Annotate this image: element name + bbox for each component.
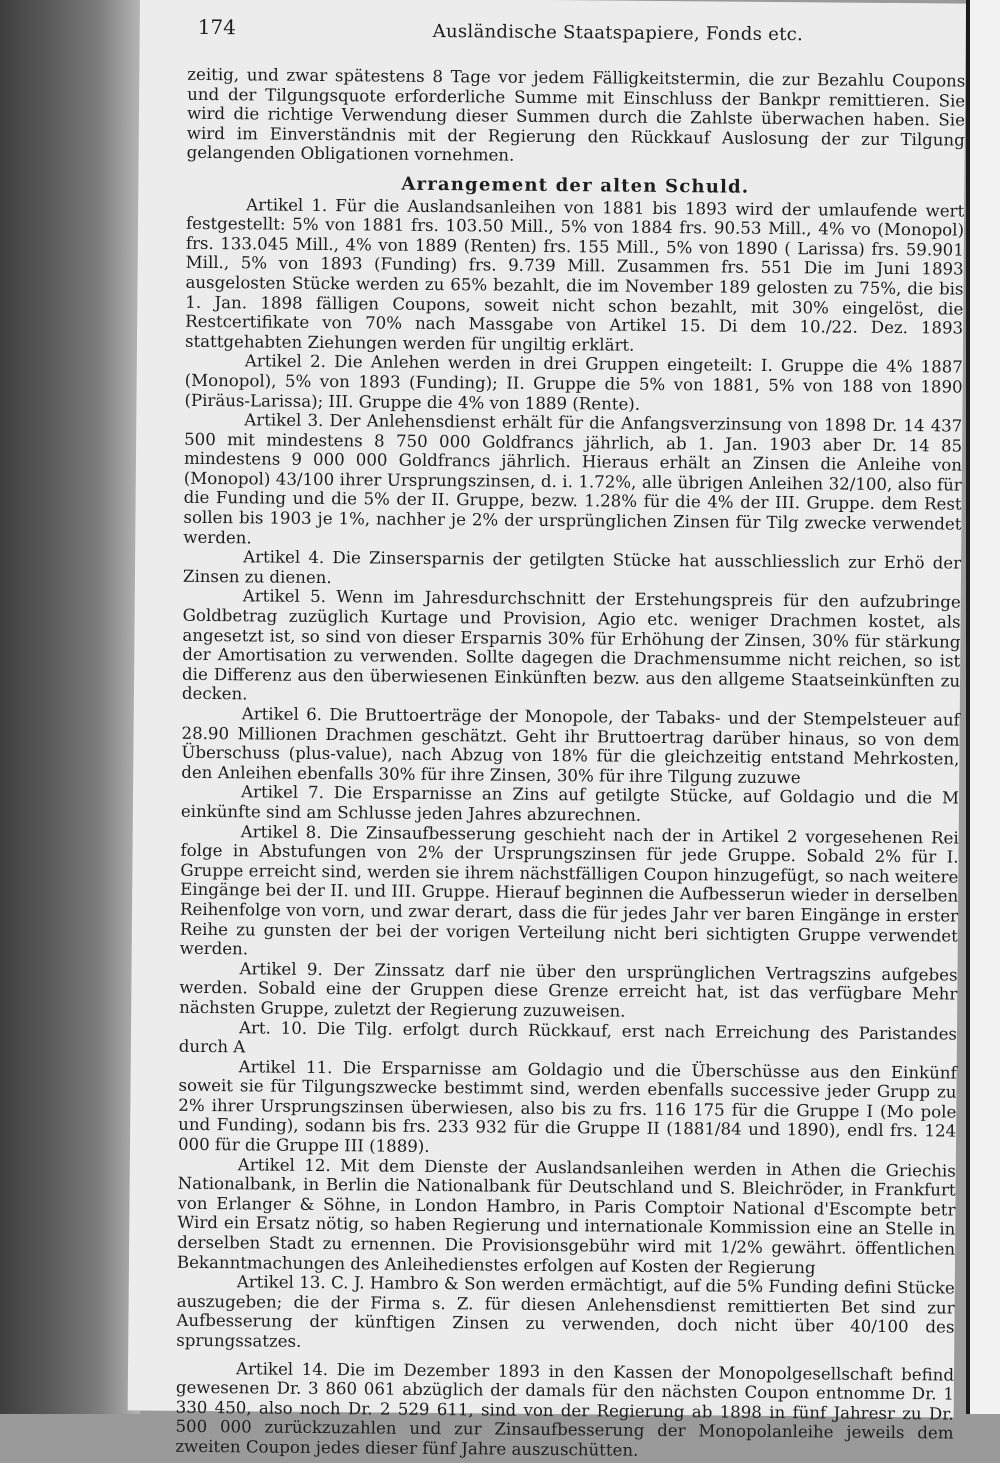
article-1: Artikel 1. Für die Auslandsanleihen von 1881 bis 1893 wird der umlaufende wert festgestellt: 5% von 1881 frs. 103.50 Mill., 5% von 1884 frs. 90.53 Mill., 4% vo (Monopol) frs. 133.045 Mill., 4% von 1889 (Renten) frs. 155 Mill., 5% von 1890 ( Larissa) frs. 59.901 Mill., 5% von 1893 (Funding) frs. 9.739 Mill. Zusammen frs. 551 Die im Juni 1893 ausgelosten Stücke werden zu 65% bezahlt, die im November 189 gelosten zu 75%, die bis 1. Jan. 1898 fälligen Coupons, soweit nicht schon bezahlt, mit 30% eingelöst, die Restcertifikate von 70% nach Massgabe von Artikel 15. Di dem 10./22. Dez. 1893 stattgehabten Ziehungen werden für ungiltig erklärt. xyxy=(184,194,965,355)
page-body xyxy=(175,65,965,1463)
running-head: Ausländische Staatspapiere, Fonds etc. xyxy=(432,20,804,46)
article-13: Artikel 13. C. J. Hambro & Son werden ermächtigt, auf die 5% Funding defini Stücke auszugeben; die der Firma s. Z. für diesen Anlehensdienst remittierten Bet sind zur Aufbesserung der künftigen Zinsen zu verwenden, doch nicht über 40/100 des sprungssatzes. xyxy=(176,1272,955,1351)
article-12: Artikel 12. Mit dem Dienste der Auslandsanleihen werden in Athen die Griechis Nationalbank, in Berlin die Nationalbank für Deutschland und S. Bleichröder, in Frankfurt von Erlanger & Söhne, in London Hambro, in Paris Comptoir National d'Escompte betr Wird ein Ersatz nötig, so haben Regierung und internationale Kommission eine an Stelle in derselben Stadt zu ernennen. Die Provisionsgebühr wird mit 1/2% gewährt. öffentlichen Bekanntmachungen des Anleihedienstes erfolgen auf Kosten der Regierung xyxy=(176,1154,956,1277)
article-8: Artikel 8. Die Zinsaufbesserung geschieht nach der in Artikel 2 vorgesehenen Rei folge in Abstufungen von 2% der Ursprungszinsen für jede Gruppe. Sobald 2% für I. Gruppe erreicht sind, werden sie ihrem nächstfälligen Coupon hinzugefügt, so nach weitere Eingänge bei der II. und III. Gruppe. Hierauf beginnen die Aufbesserun wieder in derselben Reihenfolge von vorn, und zwar derart, dass die für jedes Jahr ver baren Eingänge in erster Reihe zu gunsten der bei der vorigen Verteilung nicht beri sichtigten Gruppe verwendet werden. xyxy=(179,821,959,959)
intro-paragraph: zeitig, und zwar spätestens 8 Tage vor jedem Fälligkeitstermin, die zur Bezahlu Coupons und der Tilgungsquote erforderliche Summe mit Einschluss der Bankpr remittieren. Sie wird die richtige Verwendung dieser Summen durch die Zahlste überwachen haben. Sie wird im Einverständnis mit der Regierung den Rückkauf Auslosung der zur Tilgung gelangenden Obligationen vornehmen. xyxy=(186,64,966,166)
article-2: Artikel 2. Die Anlehen werden in drei Gruppen eingeteilt: I. Gruppe die 4% 1887 (Monopol), 5% von 1893 (Funding); II. Gruppe die 5% von 1881, 5% von 188 von 1890 (Piräus-Larissa); III. Gruppe die 4% von 1889 (Rente). xyxy=(184,351,963,414)
article-6: Artikel 6. Die Bruttoerträge der Monopole, der Tabaks- und der Stempelsteuer auf 28.90 Millionen Drachmen geschätzt. Geht ihr Bruttoertrag darüber hinaus, so von dem Überschuss (plus-value), nach Abzug von 18% für die gleichzeitig entstand Mehrkosten, den Anleihen ebenfalls 30% für ihre Zinsen, 30% für ihre Tilgung zuzuwe xyxy=(181,704,960,787)
section-heading: Arrangement der alten Schuld. xyxy=(401,173,750,198)
book-page xyxy=(128,0,966,1460)
article-10: Art. 10. Die Tilg. erfolgt durch Rückkauf, erst nach Erreichung des Paristandes durch A xyxy=(178,1017,958,1057)
article-7: Artikel 7. Die Ersparnisse an Zins auf getilgte Stücke, auf Goldagio und die M einkünfte sind am Schlusse jeden Jahres abzurechnen. xyxy=(180,782,960,825)
article-11: Artikel 11. Die Ersparnisse am Goldagio und die Überschüsse aus den Einkünf soweit sie für Tilgungszwecke bestimmt sind, werden ebenfalls successive jeder Grupp zu 2% ihrer Ursprungszinsen überwiesen, also bis zu frs. 116 175 für die Gruppe I (Mo pole und Funding), sodann bis frs. 233 932 für die Gruppe II (1881/84 und 1890), endl frs. 124 000 für die Gruppe III (1889). xyxy=(177,1056,957,1157)
article-4: Artikel 4. Die Zinsersparnis der getilgten Stücke hat ausschliesslich zur Erhö der Zinsen zu dienen. xyxy=(182,547,962,587)
scan-right-edge xyxy=(966,0,1000,1414)
scan-left-edge xyxy=(0,0,140,1414)
page-number: 174 xyxy=(197,14,237,40)
article-5: Artikel 5. Wenn im Jahresdurchschnitt der Erstehungspreis für den aufzubringe Goldbetrag zuzüglich Kurtage und Provision, Agio etc. weniger Drachmen kostet, als angesetzt ist, so sind von dieser Ersparnis 30% für Erhöhung der Zinsen, 30% für stärkung der Amortisation zu verwenden. Sollte dagegen die Drachmensumme nicht reichen, so ist die Differenz aus den überwiesenen Einkünften bezw. aus den allgeme Staatseinkünften zu decken. xyxy=(181,586,961,704)
page-header xyxy=(198,15,946,52)
article-14: Artikel 14. Die im Dezember 1893 in den Kassen der Monopolgesellschaft befind gewesenen Dr. 3 860 061 abzüglich der damals für den nächsten Coupon entnomme Dr. 1 330 450, also noch Dr. 2 529 611, sind von der Regierung ab 1898 in fünf Jahresr zu Dr. 500 000 zurückzuzahlen und zur Zinsaufbesserung der Monopolanleihe jeweils dem zweiten Coupon jedes dieser fünf Jahre auszuschütten. xyxy=(175,1358,955,1460)
article-3: Artikel 3. Der Anlehensdienst erhält für die Anfangsverzinsung von 1898 Dr. 14 437 500 mit mindestens 8 750 000 Goldfrancs jährlich, ab 1. Jan. 1903 aber Dr. 14 85 mindestens 9 000 000 Goldfrancs jährlich. Hieraus erhält an Zinsen die Anleihe von (Monopol) 43/100 ihrer Ursprungszinsen, d. i. 1.72%, alle übrigen Anleihen 32/100, also für die Funding und die 5% der II. Gruppe, bezw. 1.28% für die 4% der III. Gruppe. dem Rest sollen bis 1903 je 1%, nachher je 2% der ursprünglichen Zinsen für Tilg zwecke verwendet werden. xyxy=(183,410,963,548)
article-9: Artikel 9. Der Zinssatz darf nie über den ursprünglichen Vertragszins aufgebes werden. Sobald eine der Gruppen diese Grenze erreicht hat, ist das verfügbare Mehr nächsten Gruppe, zuletzt der Regierung zuzuweisen. xyxy=(179,959,958,1021)
